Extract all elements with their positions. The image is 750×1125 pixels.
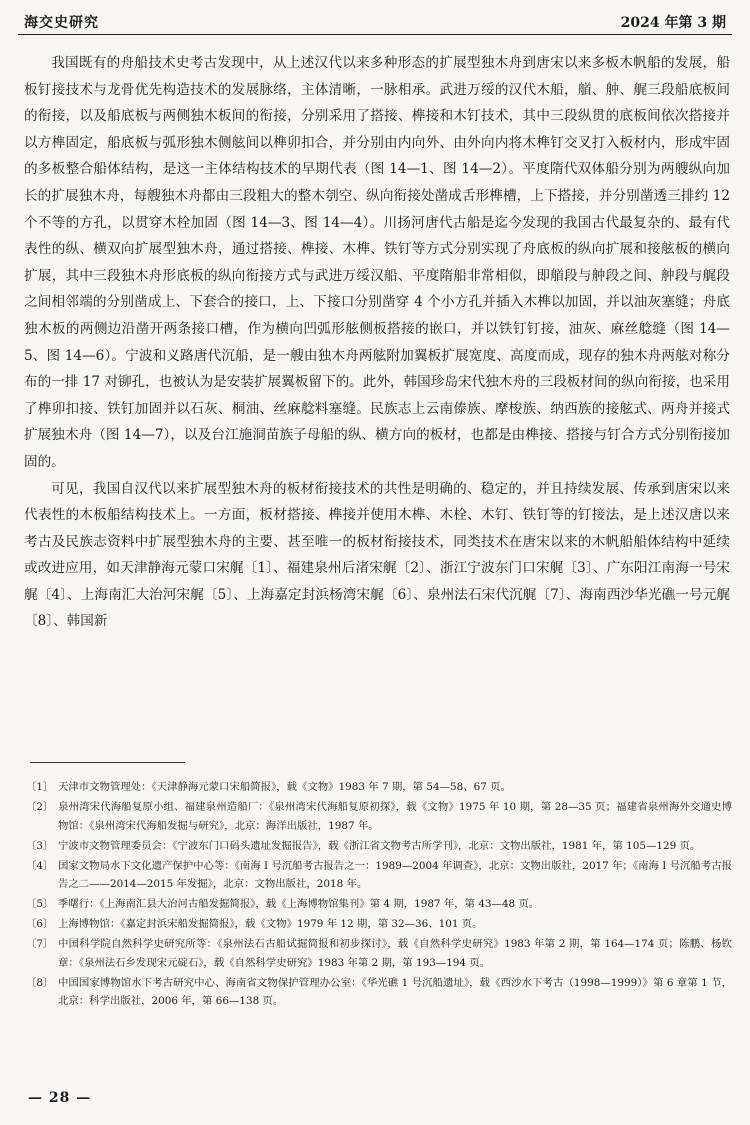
footnote bbox=[26, 778, 732, 797]
footnote-text: 季曙行：《上海南汇县大治河古船发掘简报》，载《上海博物馆集刊》第 4 期，1987 年，第 43—48 页。 bbox=[58, 898, 540, 911]
paragraph: 我国既有的舟船技术史考古发现中，从上述汉代以来多种形态的扩展型独木舟到唐宋以来多板木帆船的发展，船板钉接技术与龙骨优先构造技术的发展脉络，主体清晰，一脉相承。武进万绥的汉代木船，艏、舯、艉三段船底板间的衔接，以及船底板与两侧独木板间的衔接，分别采用了搭接、榫接和木钉技术，其中三段纵贯的底板间依次搭接并以方榫固定，船底板与弧形独木侧舷间以榫卯扣合，并分别由内向外、由外向内将木榫钉交叉打入板材内，形成牢固的多板整合船体结构，是这一主体结构技术的早期代表（图 14—1、图 14—2）。平度隋代双体船分别为两艘纵向加长的扩展独木舟，每艘独木舟都由三段粗大的整木刳空、纵向衔接处凿成舌形榫槽，上下搭接，并分别凿透三排约 12 个不等的方孔，以贯穿木栓加固（图 14—3、图 14—4）。川扬河唐代古船是迄今发现的我国古代最复杂的、最有代表性的纵、横双向扩展型独木舟，通过搭接、榫接、木榫、铁钉等方式分别实现了舟底板的纵向扩展和接舷板的横向扩展，其中三段独木舟形底板的纵向衔接方式与武进万绥汉船、平度隋船非常相似，即艏段与舯段之间、舯段与艉段之间相邻端的分别凿成上、下套合的接口，上、下接口分别凿穿 4 个小方孔并插入木榫以加固，并以油灰塞缝；舟底独木板的两侧边沿凿开两条接口槽，作为横向凹弧形舷侧板搭接的嵌口，并以铁钉钉接，油灰、麻丝艌缝（图 14—5、图 14—6）。宁波和义路唐代沉船，是一艘由独木舟两舷附加翼板扩展宽度、高度而成，现存的独木舟两舷对称分布的一排 17 对铆孔，也被认为是安装扩展翼板留下的。此外，韩国珍岛宋代独木舟的三段板材间的纵向衔接，也采用了榫卯扣接、铁钉加固并以石灰、桐油、丝麻艌料塞缝。民族志上云南傣族、摩梭族、纳西族的接舷式、两舟并接式扩展独木舟（图 14—7），以及台江施洞苗族子母船的纵、横方向的板材，也都是由榫接、搭接与钉合方式分别衔接加固的。 bbox=[24, 55, 730, 470]
footnote bbox=[26, 895, 732, 914]
footnote-number: 〔1〕 bbox=[26, 781, 54, 793]
footnote-number: 〔5〕 bbox=[26, 898, 54, 911]
footnote-text: 中国国家博物馆水下考古研究中心、海南省文物保护管理办公室：《华光礁 1 号沉船遗址》，载《西沙水下考古（1998—1999）》第 6 章第 1 节，北京：科学出版社，2006 年，第 66—138 页。 bbox=[58, 976, 732, 1008]
footnote-text: 宁波市文物管理委员会：《宁波东门口码头遗址发掘报告》，载《浙江省文物考古所学刊》，北京：文物出版社，1981 年，第 105—129 页。 bbox=[58, 839, 701, 852]
footnote-number: 〔2〕 bbox=[26, 800, 54, 813]
footnote-number: 〔3〕 bbox=[26, 839, 54, 852]
running-header bbox=[18, 8, 732, 35]
footnote-number: 〔7〕 bbox=[26, 938, 54, 951]
footnote bbox=[26, 935, 732, 972]
journal-title: 海交史研究 bbox=[24, 15, 99, 31]
footnote bbox=[26, 974, 732, 1011]
footnote-number: 〔8〕 bbox=[26, 976, 54, 989]
footnotes bbox=[26, 778, 732, 1012]
footnote bbox=[26, 915, 732, 934]
footnote-text: 泉州湾宋代海船复原小组、福建泉州造船厂：《泉州湾宋代海船复原初探》，载《文物》1975 年 10 期，第 28—35 页；福建省泉州海外交通史博物馆：《泉州湾宋代海船发掘与研究》，北京：海洋出版社，1987 年。 bbox=[58, 800, 732, 832]
footnote bbox=[26, 798, 732, 835]
footnote-text: 中国科学院自然科学史研究所等：《泉州法石古船试掘简报和初步探讨》，载《自然科学史研究》1983 年第 2 期，第 164—174 页；陈鹏、杨钦章：《泉州法石乡发现宋元碇石》，载《自然科学史研究》1983 年第 2 期，第 193—194 页。 bbox=[58, 938, 732, 969]
paragraph: 可见，我国自汉代以来扩展型独木舟的板材衔接技术的共性是明确的、稳定的，并且持续发展、传承到唐宋以来代表性的木板船结构技术上。一方面，板材搭接、榫接并使用木榫、木栓、木钉、铁钉等的钉接法，是上述汉唐以来考古及民族志资料中扩展型独木舟的主要、甚至唯一的板材衔接技术，同类技术在唐宋以来的木帆船船体结构中延续或改进应用，如天津静海元蒙口宋艉〔1〕、福建泉州后渚宋艉〔2〕、浙江宁波东门口宋艉〔3〕、广东阳江南海一号宋艉〔4〕、上海南汇大治河宋艉〔5〕、上海嘉定封浜杨湾宋艉〔6〕、泉州法石宋代沉艉〔7〕、海南西沙华光礁一号元艉〔8〕、韩国新 bbox=[24, 480, 730, 630]
footnote-number: 〔6〕 bbox=[26, 918, 54, 931]
footnote-number: 〔4〕 bbox=[26, 859, 54, 872]
issue-label: 2024 年第 3 期 bbox=[620, 15, 726, 31]
footnote bbox=[26, 857, 732, 894]
footnote-text: 上海博物馆：《嘉定封浜宋船发掘简报》，载《文物》1979 年 12 期，第 32—36、101 页。 bbox=[58, 918, 483, 931]
page-number: — 28 — bbox=[28, 1090, 92, 1106]
footnote-divider bbox=[30, 762, 185, 763]
main-text bbox=[24, 50, 730, 635]
footnote-text: 国家文物局水下文化遗产保护中心等：《南海 I 号沉船考古报告之一：1989—2004 年调查》，北京：文物出版社，2017 年；《南海 I 号沉船考古报告之二——2014—2015 年发掘》，北京：文物出版社，2018 年。 bbox=[58, 859, 732, 891]
footnote bbox=[26, 837, 732, 856]
footnote-text: 天津市文物管理处：《天津静海元蒙口宋船简报》，载《文物》1983 年 7 期，第 54—58、67 页。 bbox=[58, 781, 511, 793]
